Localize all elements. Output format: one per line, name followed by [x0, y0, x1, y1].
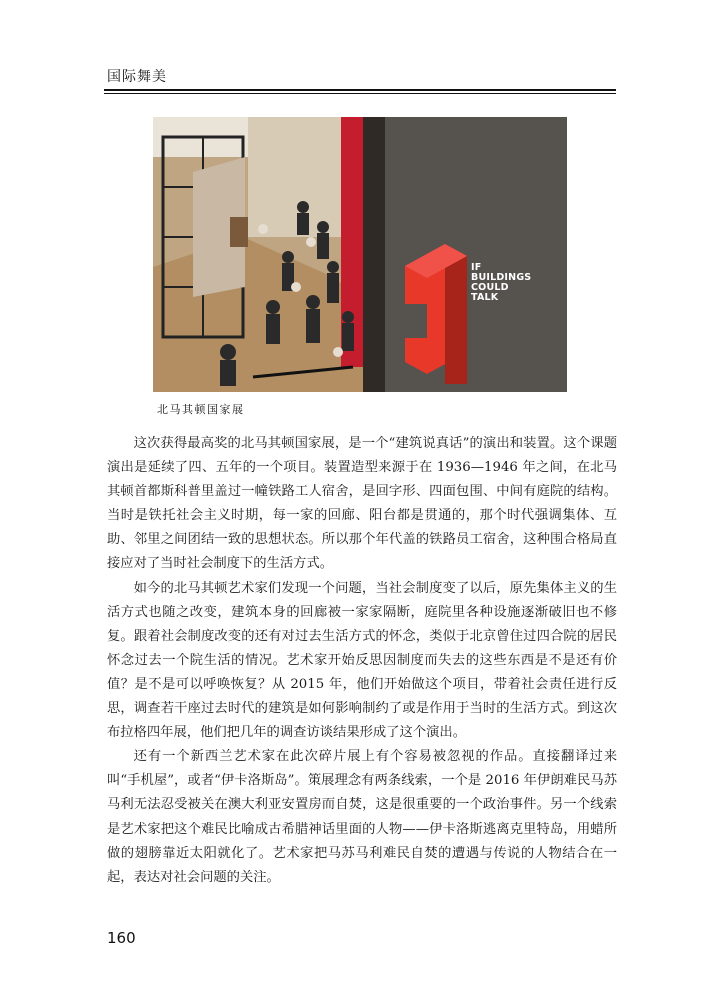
paragraph: 还有一个新西兰艺术家在此次碎片展上有个容易被忽视的作品。直接翻译过来叫“手机屋”，或者“伊卡洛斯岛”。策展理念有两条线索，一个是 2016 年伊朗难民马苏马利无法忍受被关在澳大利亚安置房而自焚，这是很重要的一个政治事件。另一个线索是艺术家把这个难民比喻成古希腊神话里面的人物——伊卡洛斯逃离克里特岛，用蜡所做的翅膀靠近太阳就化了。艺术家把马苏马利难民自焚的遭遇与传说的人物结合在一起，表达对社会问题的关注。 [107, 749, 617, 885]
building-logo-graphic [405, 244, 467, 384]
logo-line-4: TALK [471, 292, 499, 303]
exhibition-banner [385, 117, 567, 392]
banner-logo-text [471, 263, 531, 303]
paragraph: 这次获得最高奖的北马其顿国家展，是一个“建筑说真话”的演出和装置。这个课题演出是延续了四、五年的一个项目。装置造型来源于在 1936—1946 年之间，在北马其顿首都斯科普里盖过一幢铁路工人宿舍，是回字形、四面包围、中间有庭院的结构。当时是铁托社会主义时期，每一家的回廊、阳台都是贯通的，那个时代强调集体、互助、邻里之间团结一致的思想状态。所以那个年代盖的铁路员工宿舍，这种围合格局直接应对了当时社会制度下的生活方式。 [107, 436, 617, 572]
article-body [107, 432, 617, 890]
figure-caption: 北马其顿国家展 [157, 403, 245, 416]
exhibition-crowd-illustration [153, 117, 385, 392]
header-rule [104, 89, 616, 91]
page-number: 160 [107, 929, 136, 947]
running-title: 国际舞美 [107, 69, 167, 85]
logo-line-2: BUILDINGS [471, 272, 532, 283]
logo-line-3: COULD [471, 282, 509, 293]
header-rule-thin [104, 93, 616, 94]
paragraph: 如今的北马其顿艺术家们发现一个问题，当社会制度变了以后，原先集体主义的生活方式也随之改变，建筑本身的回廊被一家家隔断，庭院里各种设施逐渐破旧也不修复。跟着社会制度改变的还有对过去生活方式的怀念，类似于北京曾住过四合院的居民怀念过去一个院生活的情况。艺术家开始反思因制度而失去的这些东西是不是还有价值？是不是可以呼唤恢复？从 2015 年，他们开始做这个项目，带着社会责任进行反思，调查若干座过去时代的建筑是如何影响制约了或是作用于当时的生活方式。到这次布拉格四年展，他们把几年的调查访谈结果形成了这个演出。 [107, 580, 617, 741]
exhibition-photo [153, 117, 567, 392]
logo-line-1: IF [471, 262, 482, 273]
